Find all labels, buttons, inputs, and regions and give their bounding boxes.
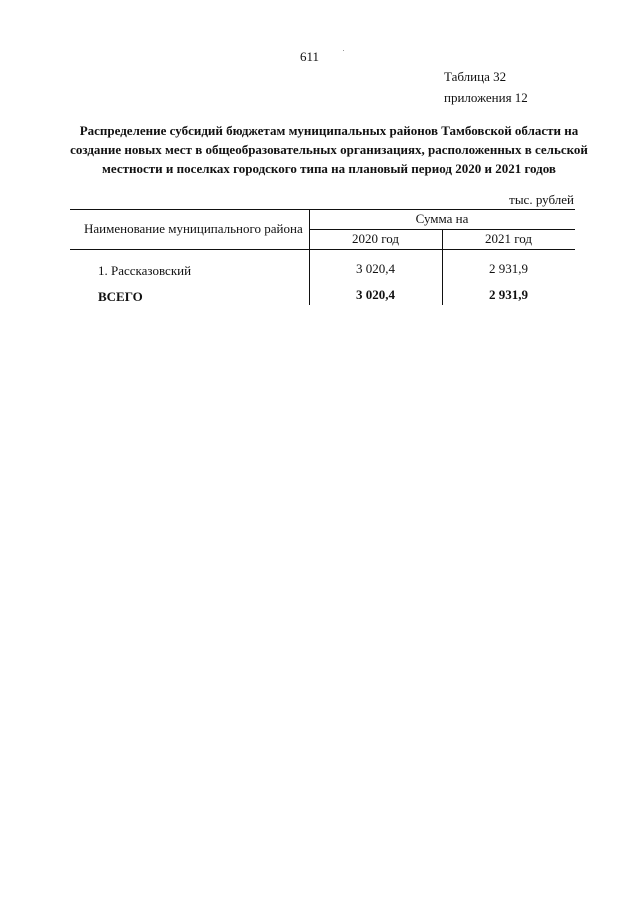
table-header-border [70,249,575,250]
total-label: ВСЕГО [98,289,143,304]
header-district-name: Наименование муниципального района [84,221,303,236]
page-number: 611 [300,49,320,64]
annex-appendix-number: приложения 12 [444,90,528,105]
total-value-2021: 2 931,9 [489,287,528,302]
table-top-border [70,209,575,210]
header-year-2021: 2021 год [485,231,532,246]
document-title: Распределение субсидий бюджетам муниципальных районов Тамбовской области на создание новых мест в общеобразовательных организациях, расположенных в сельской местности и поселках городского типа на плановый период 2020 и 2021 годов [70,123,588,176]
total-value-2020: 3 020,4 [356,287,395,302]
header-year-2020: 2020 год [352,231,399,246]
table-row-value-2020: 3 020,4 [356,261,395,276]
table-row-value-2021: 2 931,9 [489,261,528,276]
table-row-district-name: 1. Рассказовский [98,263,192,278]
annex-reference [444,66,528,108]
annex-table-number: Таблица 32 [444,69,507,84]
scan-speck [343,50,344,51]
subsidy-table [70,209,575,305]
header-sum: Сумма на [415,211,469,226]
units-label: тыс. рублей [509,192,574,207]
